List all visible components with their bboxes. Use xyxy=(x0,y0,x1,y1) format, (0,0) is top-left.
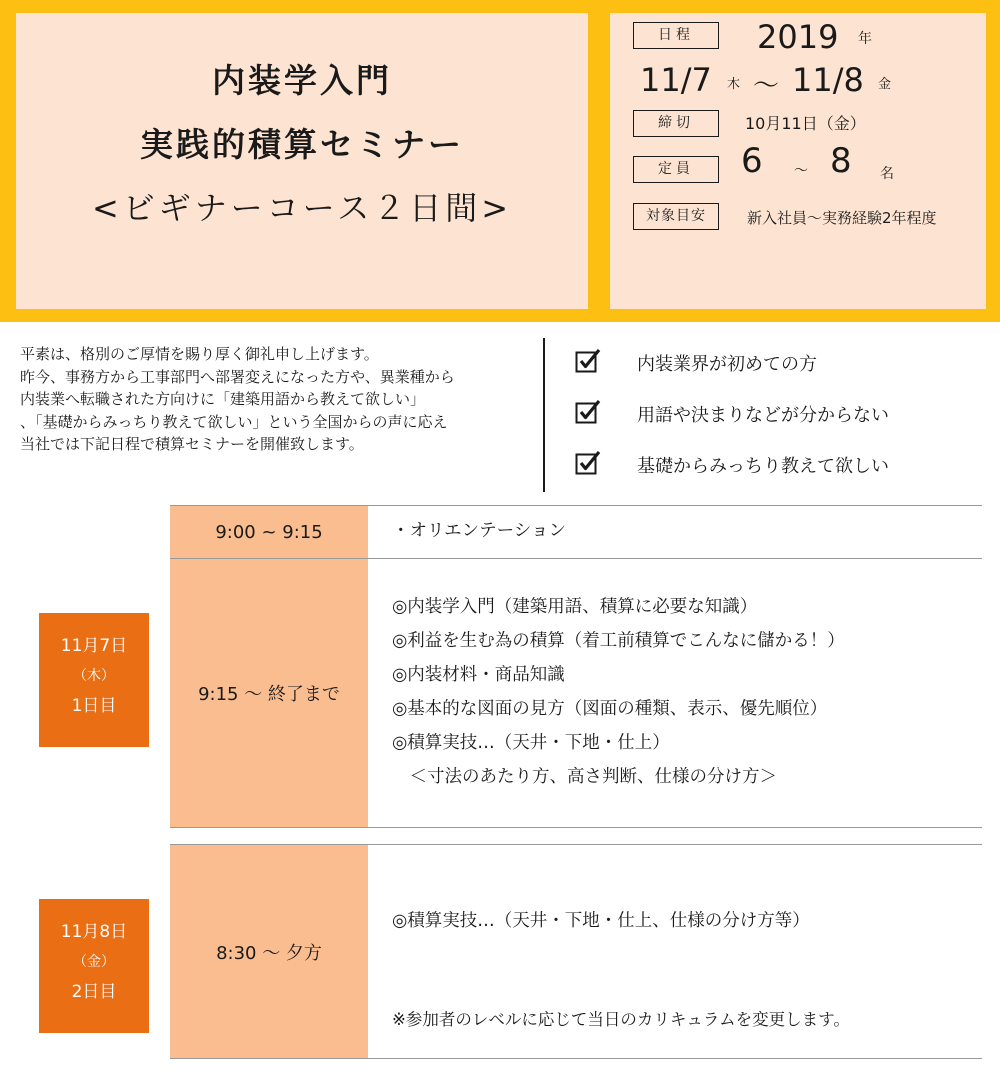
time-cell-orientation: 9:00 ~ 9:15 xyxy=(170,506,368,558)
capacity-tag: 定員 xyxy=(633,156,719,183)
title-line-3: <ビギナーコース２日間> xyxy=(91,189,513,227)
day1-label: 1日目 xyxy=(71,696,117,716)
intro-line: 当社では下記日程で積算セミナーを開催致します。 xyxy=(20,435,364,453)
date-range-separator: ～ xyxy=(753,71,780,101)
row-content-day1 xyxy=(392,590,845,794)
day1-badge xyxy=(39,613,149,747)
start-date: 11/7 xyxy=(640,61,712,99)
checklist-label: 内装業界が初めての方 xyxy=(637,354,817,375)
checklist-label: 基礎からみっちり教えて欲しい xyxy=(637,456,889,477)
checklist-item xyxy=(575,399,889,426)
day1-weekday: （木） xyxy=(73,668,115,684)
curriculum-item: ◎積算実技…（天井・下地・仕上） xyxy=(392,733,670,753)
checklist-item xyxy=(575,450,889,477)
curriculum-note: ※参加者のレベルに応じて当日のカリキュラムを変更します。 xyxy=(392,1010,850,1029)
checklist-label: 用語や決まりなどが分からない xyxy=(637,405,889,426)
end-weekday: 金 xyxy=(878,77,892,92)
intro-line: 、「基礎からみっちり教えて欲しい」という全国からの声に応え xyxy=(20,412,448,431)
checklist-item xyxy=(575,348,817,375)
day2-badge xyxy=(39,899,149,1033)
curriculum-item: ◎内装材料・商品知識 xyxy=(392,665,565,685)
start-weekday: 木 xyxy=(727,77,741,92)
capacity-unit: 名 xyxy=(880,166,894,182)
deadline-value: 10月11日（金） xyxy=(745,114,866,133)
checkbox-checked-icon xyxy=(575,450,601,476)
row-content-day2: ◎積算実技…（天井・下地・仕上、仕様の分け方等） xyxy=(392,911,810,931)
title-line-1: 内装学入門 xyxy=(212,61,392,100)
schedule-tag: 日程 xyxy=(633,22,719,49)
target-value: 新入社員～実務経験2年程度 xyxy=(747,209,937,227)
day1-date: 11月7日 xyxy=(60,636,128,656)
intro-text xyxy=(20,343,520,456)
intro-line: 平素は、格別のご厚情を賜り厚く御礼申し上げます。 xyxy=(20,345,379,363)
title-line-2: 実践的積算セミナー xyxy=(140,125,464,164)
intro-line: 内装業へ転職された方向けに「建築用語から教えて欲しい」 xyxy=(20,390,426,408)
row-content-orientation: ・オリエンテーション xyxy=(392,521,566,541)
deadline-tag: 締切 xyxy=(633,110,719,137)
checkbox-checked-icon xyxy=(575,399,601,425)
info-panel xyxy=(610,13,986,309)
year-unit: 年 xyxy=(858,31,872,47)
capacity-max: 8 xyxy=(830,141,852,181)
year-value: 2019 xyxy=(757,18,839,56)
curriculum-item: ◎基本的な図面の見方（図面の種類、表示、優先順位） xyxy=(392,699,828,719)
vertical-divider xyxy=(543,338,545,492)
target-tag: 対象目安 xyxy=(633,203,719,230)
end-date: 11/8 xyxy=(792,61,864,99)
header-band xyxy=(0,0,1000,322)
capacity-min: 6 xyxy=(741,141,763,181)
capacity-separator: ～ xyxy=(794,163,808,179)
checkbox-checked-icon xyxy=(575,348,601,374)
curriculum-item: ◎利益を生む為の積算（着工前積算でこんなに儲かる！） xyxy=(392,631,845,651)
table-rule xyxy=(170,1058,982,1059)
curriculum-item: ◎内装学入門（建築用語、積算に必要な知識） xyxy=(392,597,758,617)
table-rule xyxy=(170,827,982,828)
time-cell-day1: 9:15 ～ 終了まで xyxy=(170,559,368,827)
time-cell-day2: 8:30 ～ 夕方 xyxy=(170,845,368,1058)
day2-date: 11月8日 xyxy=(60,922,128,942)
title-panel xyxy=(16,13,588,309)
intro-line: 昨今、事務方から工事部門へ部署変えになった方や、異業種から xyxy=(20,367,455,386)
day2-weekday: （金） xyxy=(73,954,115,970)
curriculum-item: ＜寸法のあたり方、高さ判断、仕様の分け方＞ xyxy=(392,767,777,787)
day2-label: 2日目 xyxy=(71,982,117,1002)
